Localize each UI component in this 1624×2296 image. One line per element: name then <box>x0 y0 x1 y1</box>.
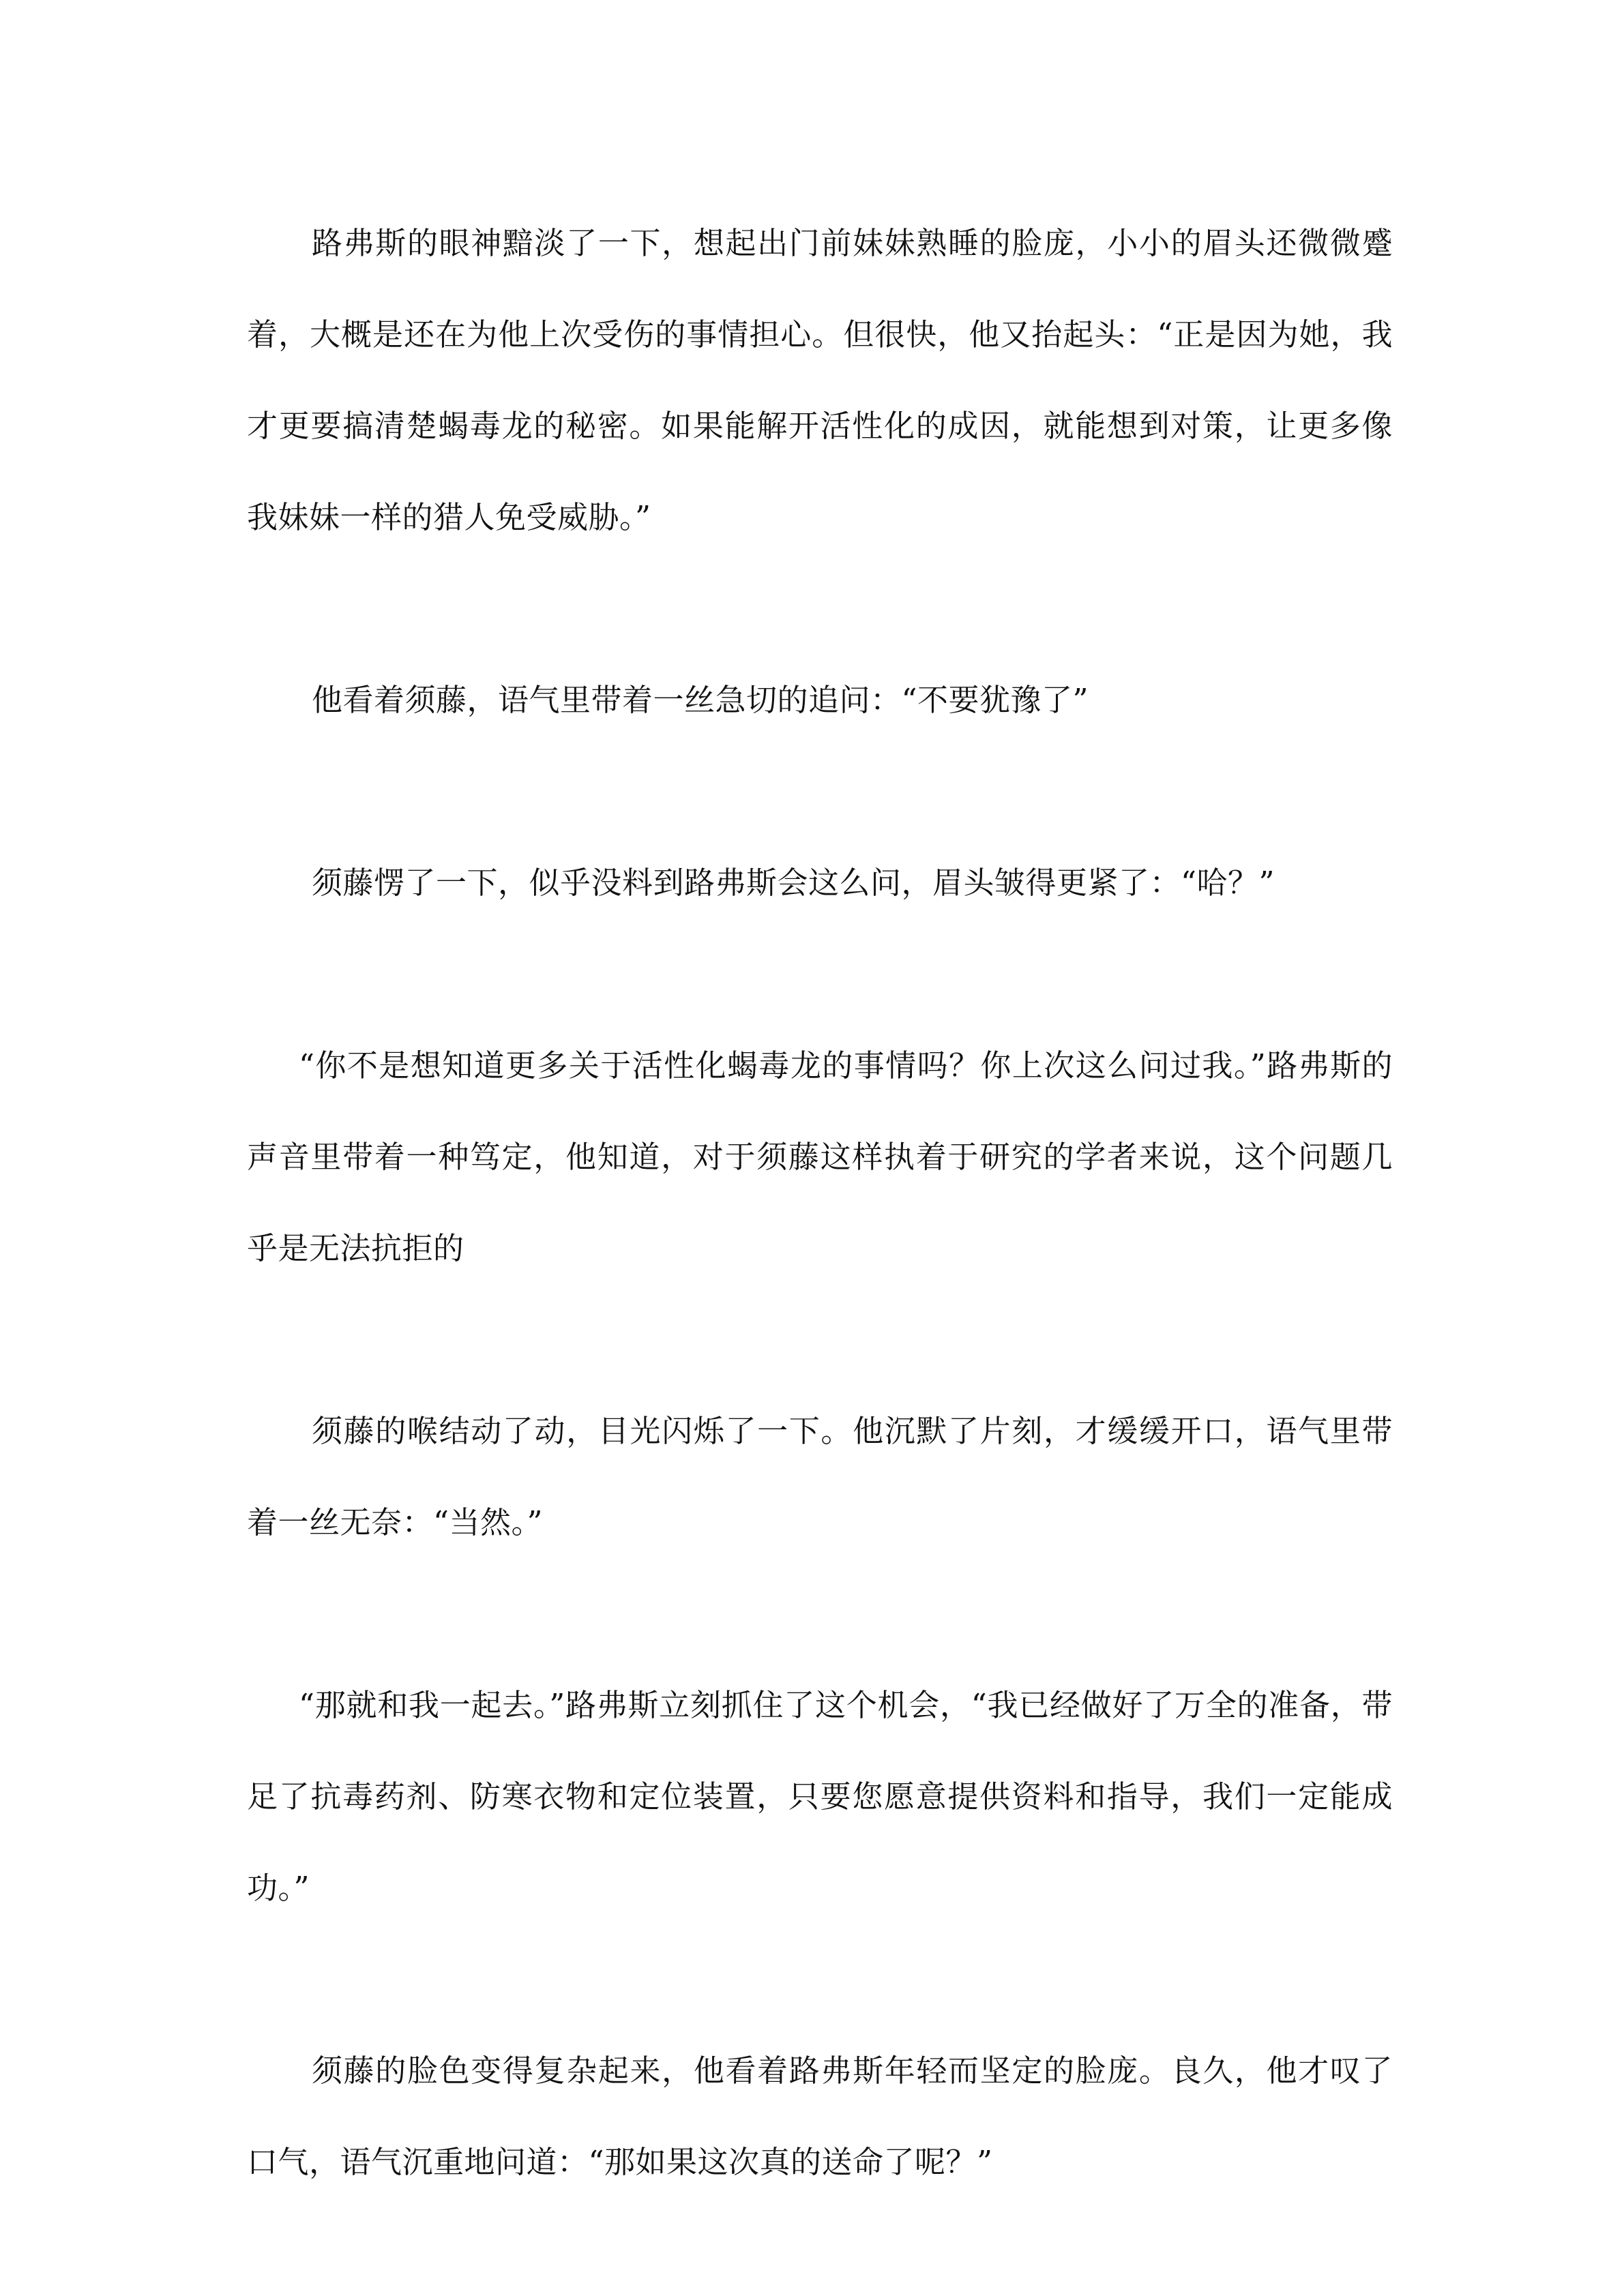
paragraph: 须藤愣了一下，似乎没料到路弗斯会这么问，眉头皱得更紧了：“哈？” <box>312 865 1275 901</box>
paragraph: 须藤的喉结动了动，目光闪烁了一下。他沉默了片刻，才缓缓开口，语气里带着一丝无奈：“当然。” <box>247 1413 1393 1540</box>
paragraph: 他看着须藤，语气里带着一丝急切的追问：“不要犹豫了” <box>312 682 1089 718</box>
paragraph: 路弗斯的眼神黯淡了一下，想起出门前妹妹熟睡的脸庞，小小的眉头还微微蹙着，大概是还在为他上次受伤的事情担心。但很快，他又抬起头：“正是因为她，我才更要搞清楚蝎毒龙的秘密。如果能解开活性化的成因，就能想到对策，让更多像我妹妹一样的猎人免受威胁。” <box>247 225 1393 535</box>
paragraph: “那就和我一起去。”路弗斯立刻抓住了这个机会，“我已经做好了万全的准备，带足了抗毒药剂、防寒衣物和定位装置，只要您愿意提供资料和指导，我们一定能成功。” <box>247 1687 1393 1906</box>
paragraph: “你不是想知道更多关于活性化蝎毒龙的事情吗？你上次这么问过我。”路弗斯的声音里带着一种笃定，他知道，对于须藤这样执着于研究的学者来说，这个问题几乎是无法抗拒的 <box>247 1047 1393 1266</box>
paragraph: 须藤的脸色变得复杂起来，他看着路弗斯年轻而坚定的脸庞。良久，他才叹了口气，语气沉重地问道：“那如果这次真的送命了呢？” <box>247 2053 1393 2180</box>
document-body <box>247 198 1393 2208</box>
